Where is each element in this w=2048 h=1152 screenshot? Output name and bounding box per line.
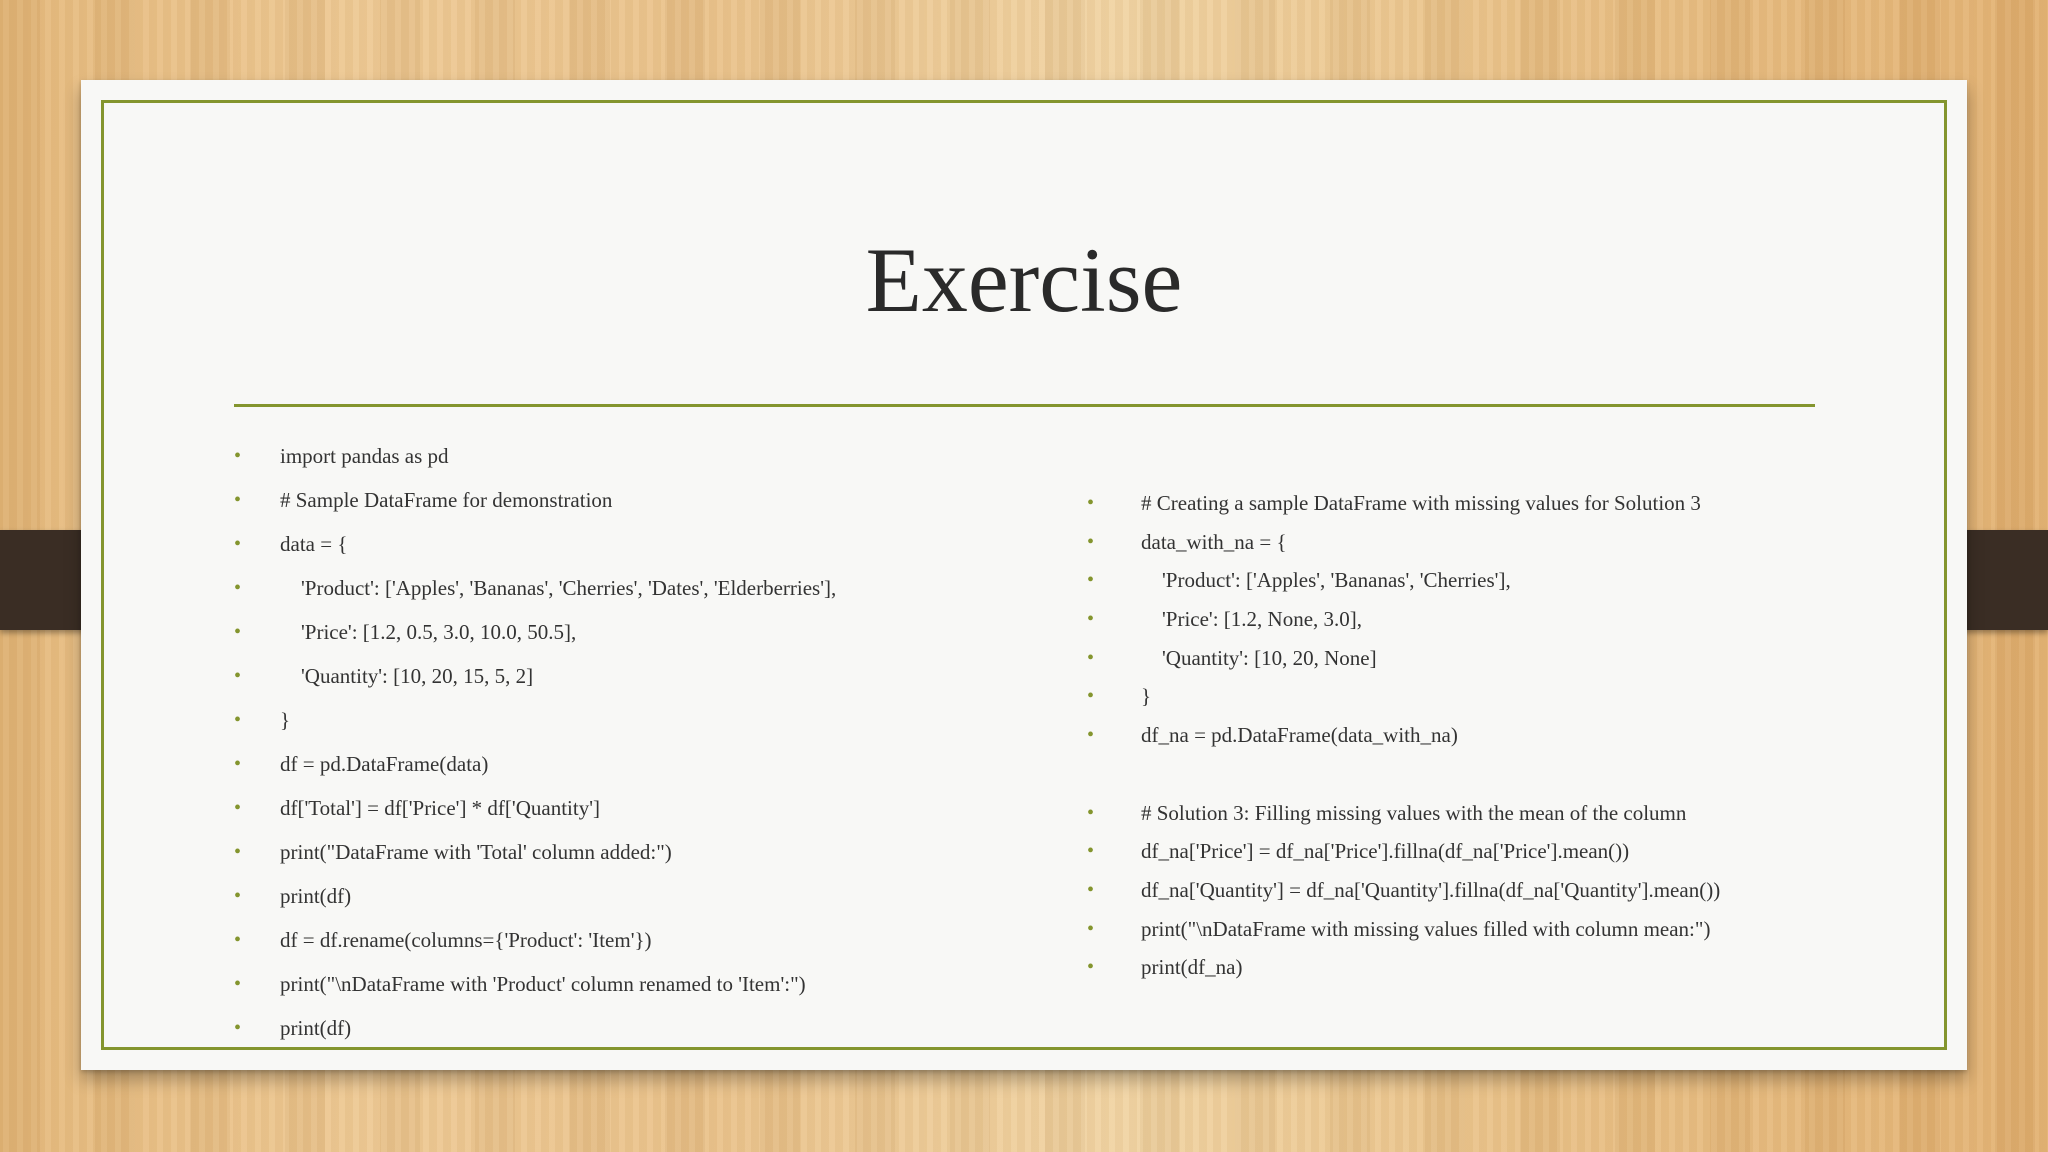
code-text: df_na['Price'] = df_na['Price'].fillna(df_na['Price'].mean()) xyxy=(1141,839,1630,864)
bullet-icon: • xyxy=(234,445,242,467)
code-text: } xyxy=(280,708,291,732)
code-line xyxy=(1087,871,1721,910)
bullet-icon: • xyxy=(1087,878,1095,901)
code-line xyxy=(1087,910,1720,949)
bullet-icon: • xyxy=(1087,569,1095,592)
bullet-icon: • xyxy=(1087,530,1095,553)
code-text: data = { xyxy=(280,532,348,556)
bullet-icon: • xyxy=(234,929,242,951)
code-text: data_with_na = { xyxy=(1141,529,1287,554)
slide-title: Exercise xyxy=(865,229,1183,331)
bullet-icon: • xyxy=(234,841,242,863)
bullet-icon: • xyxy=(234,489,242,511)
code-text: 'Price': [1.2, 0.5, 3.0, 10.0, 50.5], xyxy=(280,620,577,644)
code-text: # Solution 3: Filling missing values with the mean of the column xyxy=(1141,800,1687,825)
bullet-icon: • xyxy=(234,973,242,995)
code-text: # Sample DataFrame for demonstration xyxy=(280,488,613,512)
code-line xyxy=(1087,600,1720,639)
code-text: 'Product': ['Apples', 'Bananas', 'Cherries', 'Dates', 'Elderberries'], xyxy=(280,576,837,600)
code-text: 'Product': ['Apples', 'Bananas', 'Cherries'], xyxy=(1141,568,1511,593)
bullet-icon: • xyxy=(1087,956,1095,979)
code-line xyxy=(1087,794,1720,833)
code-line xyxy=(234,522,836,566)
bullet-icon: • xyxy=(1087,608,1095,631)
code-line xyxy=(234,478,836,522)
code-text: df = pd.DataFrame(data) xyxy=(280,752,489,776)
code-text: print("\nDataFrame with missing values filled with column mean:") xyxy=(1141,916,1711,941)
code-text: df['Total'] = df['Price'] * df['Quantity'] xyxy=(280,796,600,820)
code-line xyxy=(234,830,836,874)
code-line xyxy=(1087,677,1720,716)
code-line xyxy=(234,654,836,698)
code-line xyxy=(234,786,836,830)
bullet-icon: • xyxy=(234,885,242,907)
bullet-icon: • xyxy=(1087,840,1095,863)
bullet-icon: • xyxy=(234,753,242,775)
code-text: import pandas as pd xyxy=(280,444,449,468)
bullet-icon: • xyxy=(1087,685,1095,708)
code-text: # Creating a sample DataFrame with missing values for Solution 3 xyxy=(1141,491,1701,515)
code-line xyxy=(1087,716,1720,755)
code-text: df = df.rename(columns={'Product': 'Item'}) xyxy=(280,928,652,952)
right-code-list xyxy=(1087,484,1721,987)
code-text: 'Price': [1.2, None, 3.0], xyxy=(1141,607,1363,632)
code-line xyxy=(234,434,836,478)
code-text: print(df) xyxy=(280,884,352,908)
left-code-list xyxy=(234,434,837,1050)
bullet-icon: • xyxy=(234,665,242,687)
bullet-icon: • xyxy=(234,797,242,819)
code-line xyxy=(234,698,836,742)
slide xyxy=(81,80,1967,1070)
bullet-icon: • xyxy=(1087,724,1095,747)
code-line xyxy=(1087,523,1720,562)
code-text: print(df) xyxy=(280,1016,352,1040)
code-line xyxy=(1087,484,1720,523)
code-line xyxy=(1087,948,1720,987)
code-text: print("\nDataFrame with 'Product' column renamed to 'Item':") xyxy=(280,972,806,996)
bullet-icon: • xyxy=(234,1017,242,1039)
code-text: } xyxy=(1141,684,1152,709)
code-line xyxy=(234,610,836,654)
code-line xyxy=(234,874,836,918)
code-text: df_na['Quantity'] = df_na['Quantity'].fillna(df_na['Quantity'].mean()) xyxy=(1141,877,1721,902)
bullet-icon: • xyxy=(1087,646,1095,669)
blank-line xyxy=(1141,755,1720,794)
code-line xyxy=(234,566,837,610)
code-line xyxy=(234,962,836,1006)
code-text: df_na = pd.DataFrame(data_with_na) xyxy=(1141,723,1458,748)
code-line xyxy=(234,1006,836,1050)
bullet-icon: • xyxy=(234,621,242,643)
code-text: print(df_na) xyxy=(1141,955,1243,980)
bullet-icon: • xyxy=(1087,801,1095,824)
bullet-icon: • xyxy=(1087,492,1095,514)
code-line xyxy=(1087,561,1720,600)
code-line xyxy=(1087,832,1720,871)
code-line xyxy=(234,742,836,786)
bullet-icon: • xyxy=(1087,917,1095,940)
code-text: 'Quantity': [10, 20, None] xyxy=(1141,645,1377,670)
bullet-icon: • xyxy=(234,577,242,599)
bullet-icon: • xyxy=(234,709,242,731)
title-divider xyxy=(234,404,1815,407)
code-text: print("DataFrame with 'Total' column added:") xyxy=(280,840,672,864)
code-line xyxy=(234,918,836,962)
code-line xyxy=(1087,639,1720,678)
bullet-icon: • xyxy=(234,533,242,555)
code-text: 'Quantity': [10, 20, 15, 5, 2] xyxy=(280,664,534,688)
